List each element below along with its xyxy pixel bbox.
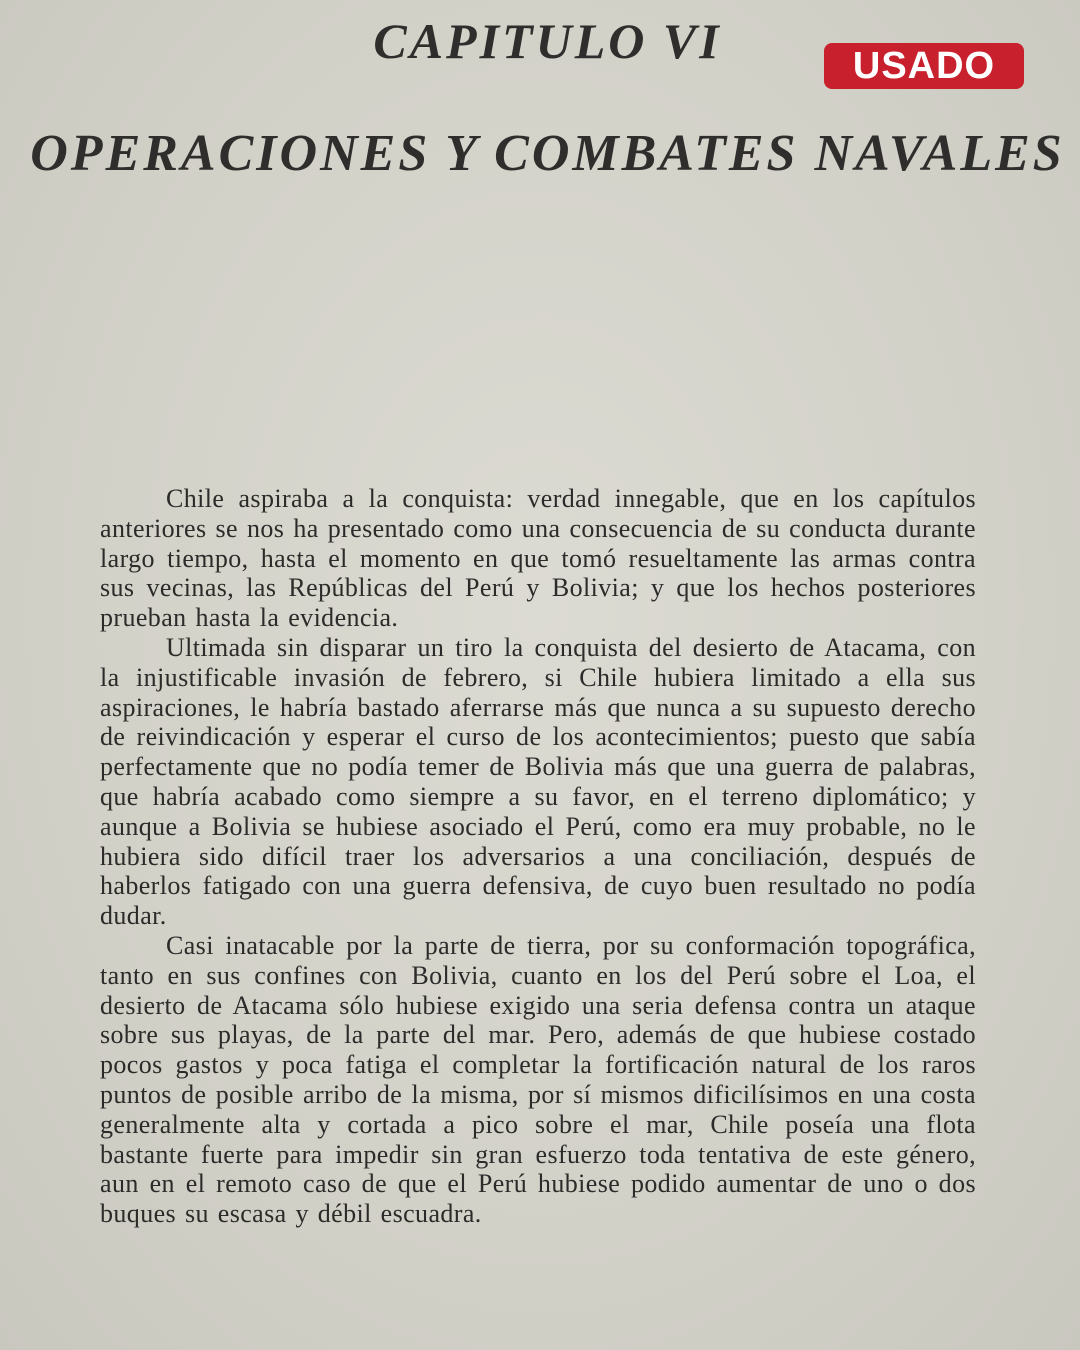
paragraph: Ultimada sin disparar un tiro la conquista del desierto de Atacama, con la injustificable invasión de febrero, si Chile hubiera limitado a ella sus aspiraciones, le habría bastado aferrarse más que nunca a su supuesto derecho de reivindicación y esperar el curso de los acontecimientos; puesto que sabía perfectamente que no podía temer de Bolivia más que una guerra de palabras, que habría acabado como siempre a su favor, en el terreno diplomático; y aunque a Bolivia se hubiese asociado el Perú, como era muy probable, no le hubiera sido difícil traer los adversarios a una conciliación, después de haberlos fatigado con una guerra defensiva, de cuyo buen resultado no podía dudar. (100, 632, 976, 931)
paragraph: Chile aspiraba a la conquista: verdad innegable, que en los capítulos anteriores se nos ha presentado como una consecuencia de su conducta durante largo tiempo, hasta el momento en que tomó resueltamente las armas contra sus vecinas, las Repúblicas del Perú y Bolivia; y que los hechos posteriores prueban hasta la evidencia. (100, 484, 976, 633)
chapter-heading: CAPITULO VI (373, 13, 722, 69)
chapter-title: OPERACIONES Y COMBATES NAVALES (30, 125, 1065, 182)
paragraph: Casi inatacable por la parte de tierra, por su conformación topográfica, tanto en sus confines con Bolivia, cuanto en los del Perú sobre el Loa, el desierto de Atacama sólo hubiese exigido una seria defensa contra un ataque sobre sus playas, de la parte del mar. Pero, además de que hubiese costado pocos gastos y poca fatiga el completar la fortificación natural de los raros puntos de posible arribo de la misma, por sí mismos dificilísimos en una costa generalmente alta y cortada a pico sobre el mar, Chile poseía una flota bastante fuerte para impedir sin gran esfuerzo toda tentativa de este género, aun en el remoto caso de que el Perú hubiese podido aumentar de uno o dos buques su escasa y débil escuadra. (100, 930, 976, 1229)
body-text (100, 484, 976, 1229)
used-badge: USADO (824, 43, 1024, 89)
